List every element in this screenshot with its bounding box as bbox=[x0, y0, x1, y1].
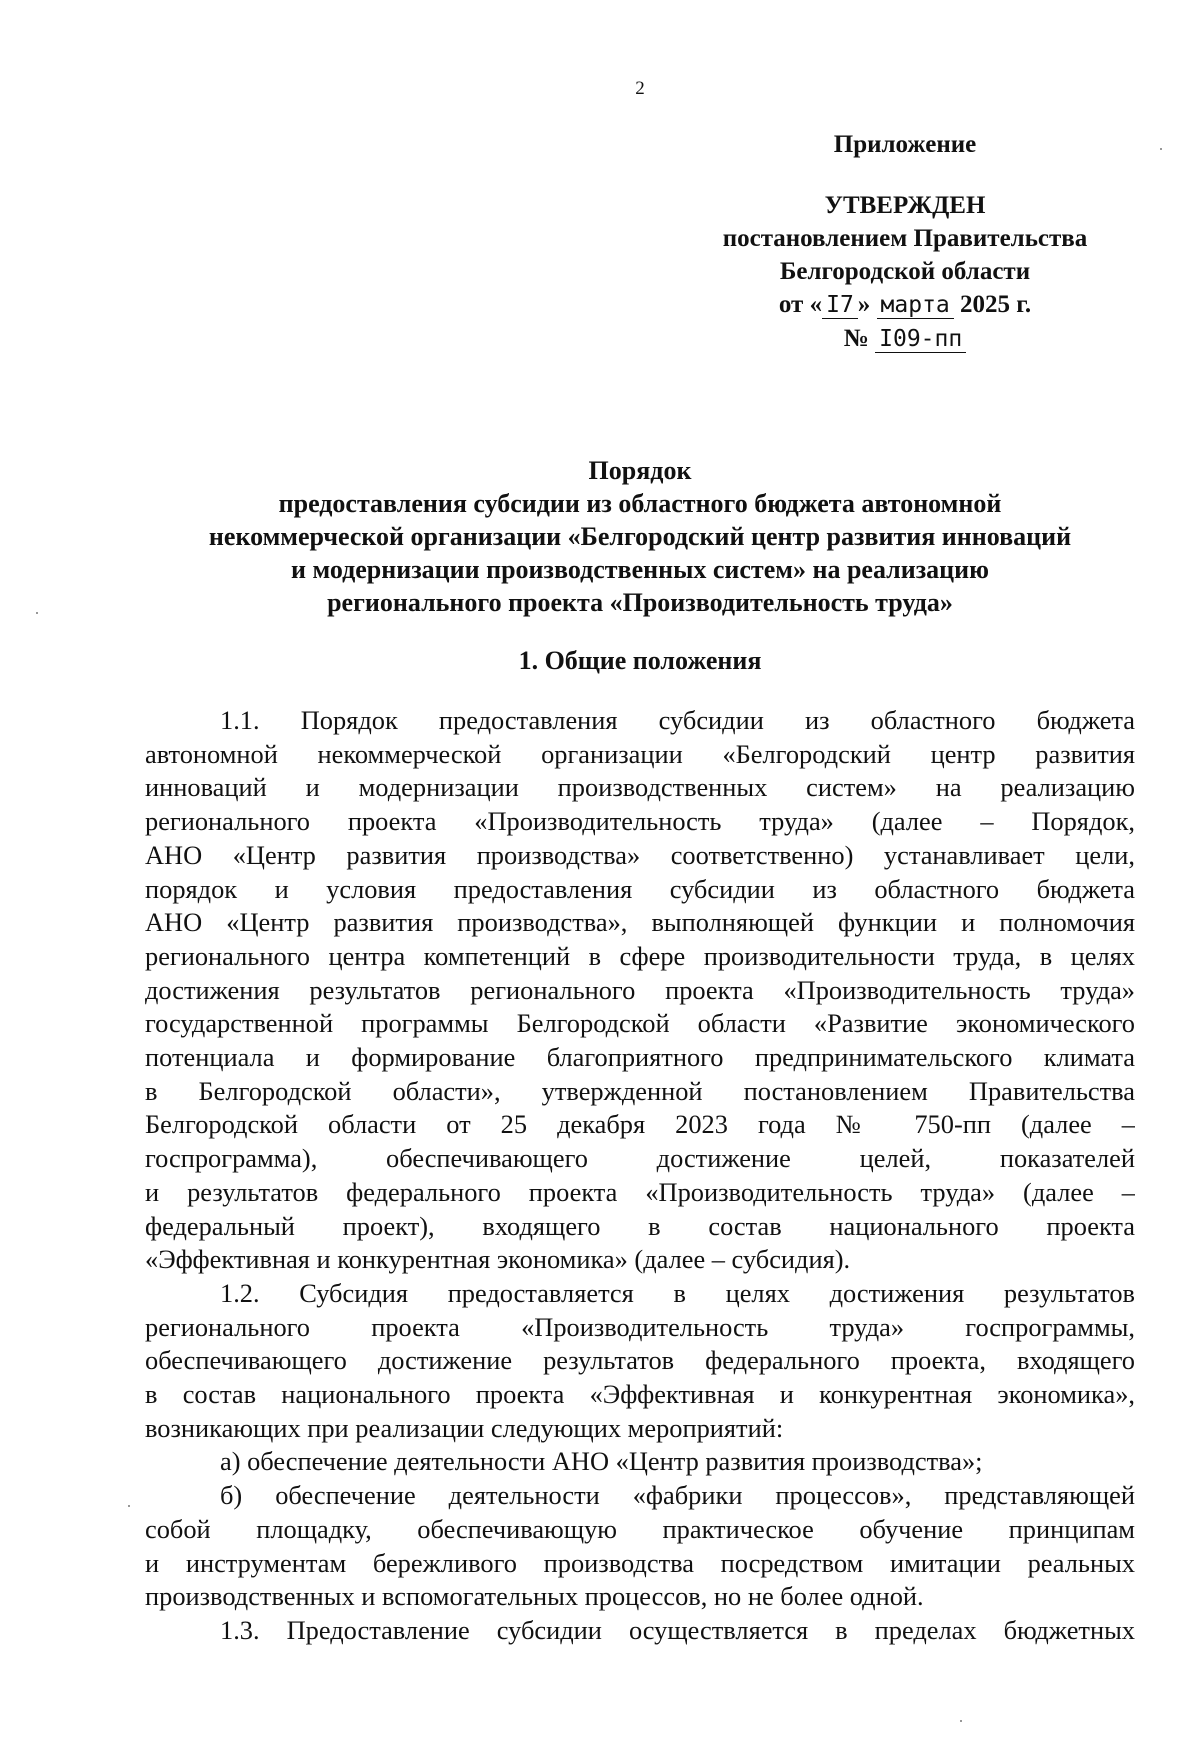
approval-block bbox=[655, 128, 1155, 356]
scan-speck bbox=[1160, 148, 1162, 150]
approval-date bbox=[655, 288, 1155, 322]
title-line-4: и модернизации производственных систем» на реализацию bbox=[290, 555, 990, 584]
body-text bbox=[145, 704, 1135, 1648]
approval-number bbox=[655, 322, 1155, 356]
title-line-5: регионального проекта «Производительность труда» bbox=[327, 588, 953, 617]
body-line: госпрограмма), обеспечивающего достижение целей, показателей bbox=[145, 1143, 1135, 1174]
title-line-3: некоммерческой организации «Белгородский центр развития инноваций bbox=[208, 522, 1072, 551]
body-line: инноваций и модернизации производственных систем» на реализацию bbox=[145, 772, 1135, 803]
document-title bbox=[130, 454, 1150, 619]
body-line: в состав национального проекта «Эффективная и конкурентная экономика», bbox=[145, 1379, 1135, 1410]
body-line: 1.2. Субсидия предоставляется в целях достижения результатов bbox=[220, 1277, 1135, 1308]
body-line: возникающих при реализации следующих мероприятий: bbox=[145, 1412, 784, 1443]
body-line: б) обеспечение деятельности «фабрики процессов», представляющей bbox=[220, 1480, 1135, 1511]
date-mid: » bbox=[857, 291, 871, 318]
section-heading: 1. Общие положения bbox=[518, 646, 762, 675]
body-line: а) обеспечение деятельности АНО «Центр развития производства»; bbox=[220, 1446, 983, 1477]
date-month: марта bbox=[877, 292, 954, 319]
body-line: АНО «Центр развития производства» соответственно) устанавливает цели, bbox=[145, 839, 1135, 870]
approved-by-line2: Белгородской области bbox=[779, 258, 1031, 285]
body-line: «Эффективная и конкурентная экономика» (далее – субсидия). bbox=[145, 1244, 851, 1275]
body-line: достижения результатов регионального проекта «Производительность труда» bbox=[145, 974, 1135, 1005]
approved-stamp: УТВЕРЖДЕН bbox=[824, 192, 986, 219]
body-line: производственных и вспомогательных процессов, но не более одной. bbox=[145, 1581, 924, 1612]
page-number: 2 bbox=[635, 78, 645, 99]
date-year: 2025 г. bbox=[960, 291, 1032, 318]
scan-speck bbox=[960, 1720, 962, 1722]
body-line: 1.3. Предоставление субсидии осуществляется в пределах бюджетных bbox=[220, 1614, 1135, 1645]
body-line: в Белгородской области», утвержденной постановлением Правительства bbox=[145, 1075, 1135, 1106]
body-line: и результатов федерального проекта «Производительность труда» (далее – bbox=[145, 1176, 1135, 1207]
title-line-1: Порядок bbox=[588, 456, 692, 485]
body-line: порядок и условия предоставления субсидии из областного бюджета bbox=[145, 873, 1135, 904]
number-value: I09-пп bbox=[875, 326, 966, 353]
body-line: регионального проекта «Производительность труда» (далее – Порядок, bbox=[145, 806, 1135, 837]
body-line: потенциала и формирование благоприятного предпринимательского климата bbox=[145, 1042, 1135, 1073]
appendix-label: Приложение bbox=[833, 131, 977, 158]
body-line: собой площадку, обеспечивающую практическое обучение принципам bbox=[145, 1513, 1135, 1544]
number-prefix: № bbox=[843, 325, 869, 352]
body-line: АНО «Центр развития производства», выполняющей функции и полномочия bbox=[145, 907, 1135, 938]
body-line: регионального проекта «Производительность труда» госпрограммы, bbox=[145, 1311, 1135, 1342]
date-prefix: от « bbox=[778, 291, 823, 318]
spacer bbox=[655, 161, 1155, 189]
body-line: Белгородской области от 25 декабря 2023 года № 750-пп (далее – bbox=[145, 1109, 1135, 1140]
body-line: регионального центра компетенций в сфере производительности труда, в целях bbox=[145, 940, 1135, 971]
body-line: и инструментам бережливого производства посредством имитации реальных bbox=[145, 1547, 1135, 1578]
date-day: I7 bbox=[822, 292, 858, 319]
approved-by-line1: постановлением Правительства bbox=[722, 225, 1088, 252]
body-line: обеспечивающего достижение результатов федерального проекта, входящего bbox=[145, 1345, 1135, 1376]
body-line: государственной программы Белгородской области «Развитие экономического bbox=[145, 1008, 1135, 1039]
scan-speck bbox=[128, 1505, 130, 1507]
body-line: автономной некоммерческой организации «Белгородский центр развития bbox=[145, 738, 1135, 769]
body-line: 1.1. Порядок предоставления субсидии из областного бюджета bbox=[220, 705, 1135, 735]
scan-speck bbox=[36, 612, 38, 614]
title-line-2: предоставления субсидии из областного бюджета автономной bbox=[278, 489, 1002, 518]
body-line: федеральный проект), входящего в состав национального проекта bbox=[145, 1210, 1135, 1241]
